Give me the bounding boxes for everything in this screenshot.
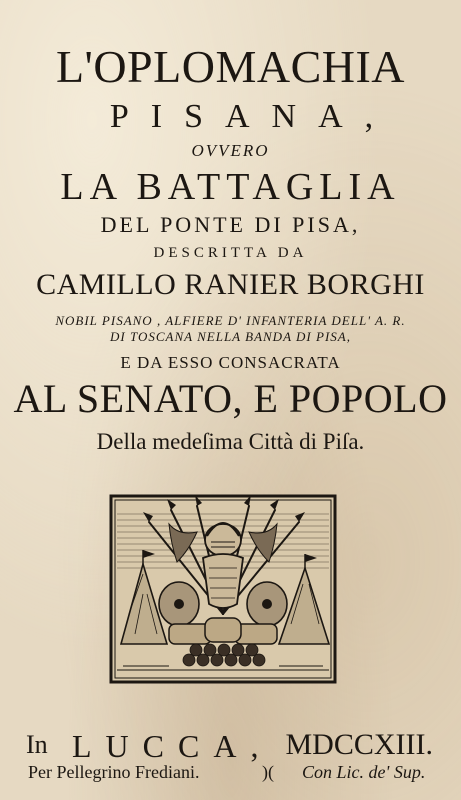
trophy-woodcut-image bbox=[109, 494, 337, 684]
author-description-line-2: DI TOSCANA NELLA BANDA DI PISA, bbox=[110, 329, 351, 344]
author-name: CAMILLO RANIER BORGHI bbox=[36, 268, 425, 301]
author-description-line-1: NOBIL PISANO , ALFIERE D' INFANTERIA DELL' A. R. bbox=[55, 313, 406, 328]
title-line-pisana: PISANA, bbox=[109, 98, 396, 135]
publisher-name: Per Pellegrino Frediani. bbox=[28, 762, 200, 782]
imprint-line bbox=[20, 728, 441, 762]
ovvero-line: OVVERO bbox=[191, 141, 270, 160]
license-note: Con Lic. de' Sup. bbox=[302, 762, 426, 782]
imprint-in: In bbox=[26, 730, 48, 759]
publisher-line bbox=[22, 762, 442, 784]
city-line: Della medeſima Città di Piſa. bbox=[96, 429, 365, 454]
title-line-ponte: DEL PONTE DI PISA, bbox=[100, 212, 361, 237]
dedication-line: AL SENATO, E POPOLO bbox=[13, 376, 448, 421]
title-line-battaglia: LA BATTAGLIA bbox=[60, 166, 401, 208]
imprint-city: LUCCA, bbox=[72, 728, 273, 764]
consacrata-line: E DA ESSO CONSACRATA bbox=[120, 353, 341, 372]
ornament-separator: )( bbox=[262, 762, 274, 782]
descritta-line: DESCRITTA DA bbox=[153, 245, 308, 261]
title-line-oplomachia: L'OPLOMACHIA bbox=[55, 41, 406, 92]
imprint-year: MDCCXIII. bbox=[285, 728, 433, 761]
